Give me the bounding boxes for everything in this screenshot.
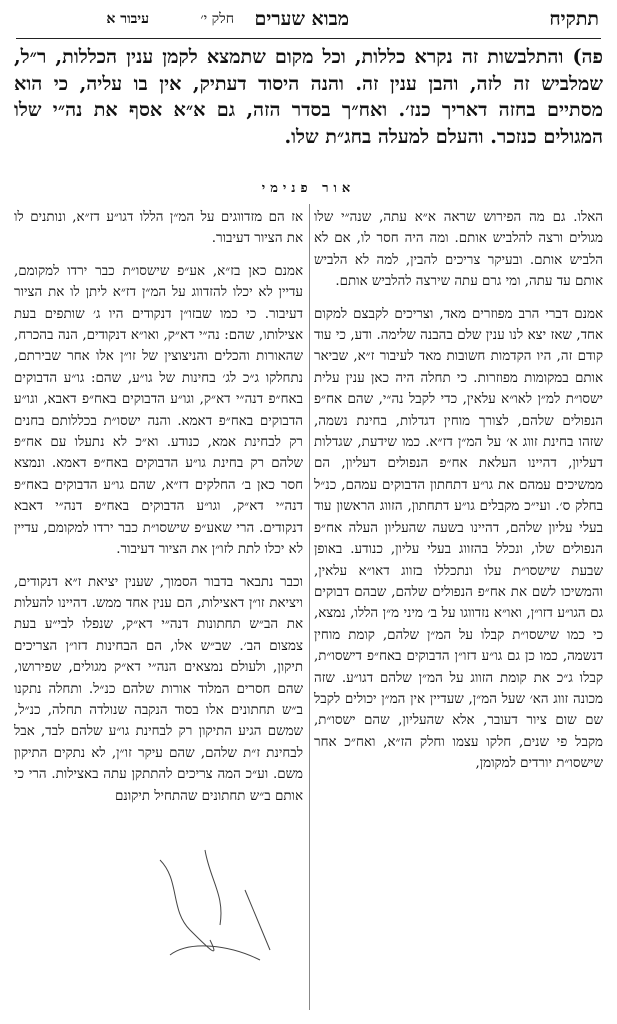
book-title: מבוא שערים — [254, 8, 349, 30]
section-label: עיבור א — [106, 11, 149, 27]
commentary-title: אור פנימי — [261, 181, 356, 196]
left-column — [14, 207, 303, 1007]
intro-paragraph — [14, 44, 603, 150]
right-paragraph: אמנם דברי הרב מפוזרים מאד, וצריכים לקבצם למקום אחד, שאז יצא לנו ענין שלם בהבנה שלימה. ודע, כי עוד קודם זה, היו הקדמות חשובות מאד לעיבור ז״א, שביאר אותם במקומות מפוזרות. כי תחלה היה כאן ענין עלית ישסו״ת למ״ן לאו״א עלאין, כדי לקבל נה״י, שהם אח״פ הנפולים שלהם, לצורך מוחין דגדלות, בחינת נשמה, שזהו בחינת זווג א׳ על המ״ן דז״א. כמו שידעת, שגדלות דעליון, דהיינו העלאת אח״פ הנפולים דעליון, הם ממשיכים עמהם את גו״ע דתחתון הדבוקים עמהם, כנ״ל בחלק ס׳. ועי״כ מקבלים גו״ע דתחתון, הזווג הראשון עוד בעלי עליון שלהם, דהיינו בשעה שהעליון העלה אח״פ הנפולים שלו, ונכלל בהזווג בעלי עליון, כנודע. באופן שבעת שישסו״ת עלו ונתכללו בזווג דאו״א עלאין, והמשיכו לשם את אח״פ הנפולים שלהם, שבהם דבוקים גם הגו״ע דזו״ן, ואו״א נזדווגו על ב׳ מיני מ״ן הללו, נמצא, כי כמו שישסו״ת קבלו על המ״ן שלהם, קומת מוחין דנשמה, כמו כן גם גו״ע דזו״ן הדבוקים באח״פ דישסו״ת, קבלו ג״כ את קומת הזווג על המ״ן שלהם דגו״ע. שזה מכונה זווג הא׳ שעל המ״ן, שעדיין אין המ״ן יכולים לקבל שם שום ציור דעובר, אלא שהעליון, שהם ישסו״ת, מקבל פי שנים, חלקו עצמו וחלק הז״א, ואח״כ אחר שישסו״ת יורדים למקומן, — [314, 306, 603, 772]
left-paragraph: אמנם כאן בז״א, אע״פ שישסו״ת כבר ירדו למקומם, עדיין לא יכלו להזדווג על המ״ן דז״א ליתן לו את הציור דעיבור. כי כמו שבזו״ן דנקודים היו ג׳ שותפים בעת אצילותו, שהם: נה״י דא״ק, ואו״א דנקודים, הנה בהכרח, שהאורות והכלים והניצוצין של זו״ן אלו אחר שבירתם, נתחלקו ג״כ לג׳ בחינות של גו״ע, שהם: גו״ע הדבוקים באח״פ דנה״י דא״ק, וגו״ע הדבוקים באח״פ דאבא, וגו״ע הדבוקים באח״פ דאמא. והנה ישסו״ת בכללותם בחנים רק לבחינת אמא, כנודע. וא״כ לא נתעלו עם אח״פ שלהם רק בחינת גו״ע הדבוקים באח״פ דאמא. ונמצא חסר כאן ב׳ החלקים דז״א, שהם גו״ע הדבוקים באח״פ דנה״י דא״ק, וגו״ע הדבוקים באח״פ דנה״י דאבא דנקודים. הרי שאע״פ שישסו״ת כבר ירדו למקומם, עדיין לא יכלו לתת לזו״ן את הציור דעיבור. — [14, 263, 303, 558]
part-label: חלק י׳ — [200, 11, 234, 27]
page-number: תתקיח — [549, 8, 599, 30]
right-column — [314, 207, 603, 1007]
left-paragraph: וכבר נתבאר בדבור הסמוך, שענין יציאת ז״א דנקודים, ויציאת זו״ן דאצילות, הם ענין אחד ממש. דהיינו להעלות את הב״ש תחתונות דנה״י דא״ק, שנפלו לבי״ע בעת צמצום הב׳. שב״ש אלו, הם הבחינות דזו״ן הצריכים תיקון, ולעולם נמצאים הנה״י דא״ק מגולים, שפירושו, שהם חסרים המלוד אורות שלהם כנ״ל. ותחלה נתקנו ב״ש תחתונים אלו בסוד הנקבה שנולדה תחלה, כנ״ל, שמשם הגיע התיקון רק לבחינת גו״ע שלהם לבד, אבל לבחינת ז״ת שלהם, שהם עיקר זו״ן, לא נתקים התיקון משם. וע״כ המה צריכים להתתקן עתה באצילות. הרי כי אותם ב״ש תחתונים שהתחיל תיקונם — [14, 574, 303, 804]
right-paragraph: האלו. גם מה הפירוש שראה א״א עתה, שנה״י שלו מגולים ורצה להלביש אותם. ומה היה חסר לו, אם לא הלביש אותם. ובעיקר צריכים להבין, למה לא הלביש אותם עד עתה, ומי גרם עתה שירצה להלביש אותם. — [314, 210, 603, 290]
header-rule — [16, 38, 601, 39]
intro-text: והתלבשות זה נקרא כללות, וכל מקום שתמצא לקמן ענין הכללות, ר״ל, שמלביש זה לזה, והבן ענין זה. והנה היסוד דעתיק, אין בו עליה, כי הוא מסתיים בחזה דאריך כנז׳. ואח״ך בסדר הזה, גם א״א אסף את נה״י שלו המגולים כנזכר. והעלם למעלה בחג״ת שלו. — [14, 45, 603, 148]
column-divider — [309, 204, 310, 1010]
left-paragraph: אז הם מזדווגים על המ״ן הללו דגו״ע דז״א, ונותנים לו את הציור דעיבור. — [14, 210, 303, 247]
intro-label: פה) — [572, 45, 603, 68]
running-header — [18, 8, 599, 34]
